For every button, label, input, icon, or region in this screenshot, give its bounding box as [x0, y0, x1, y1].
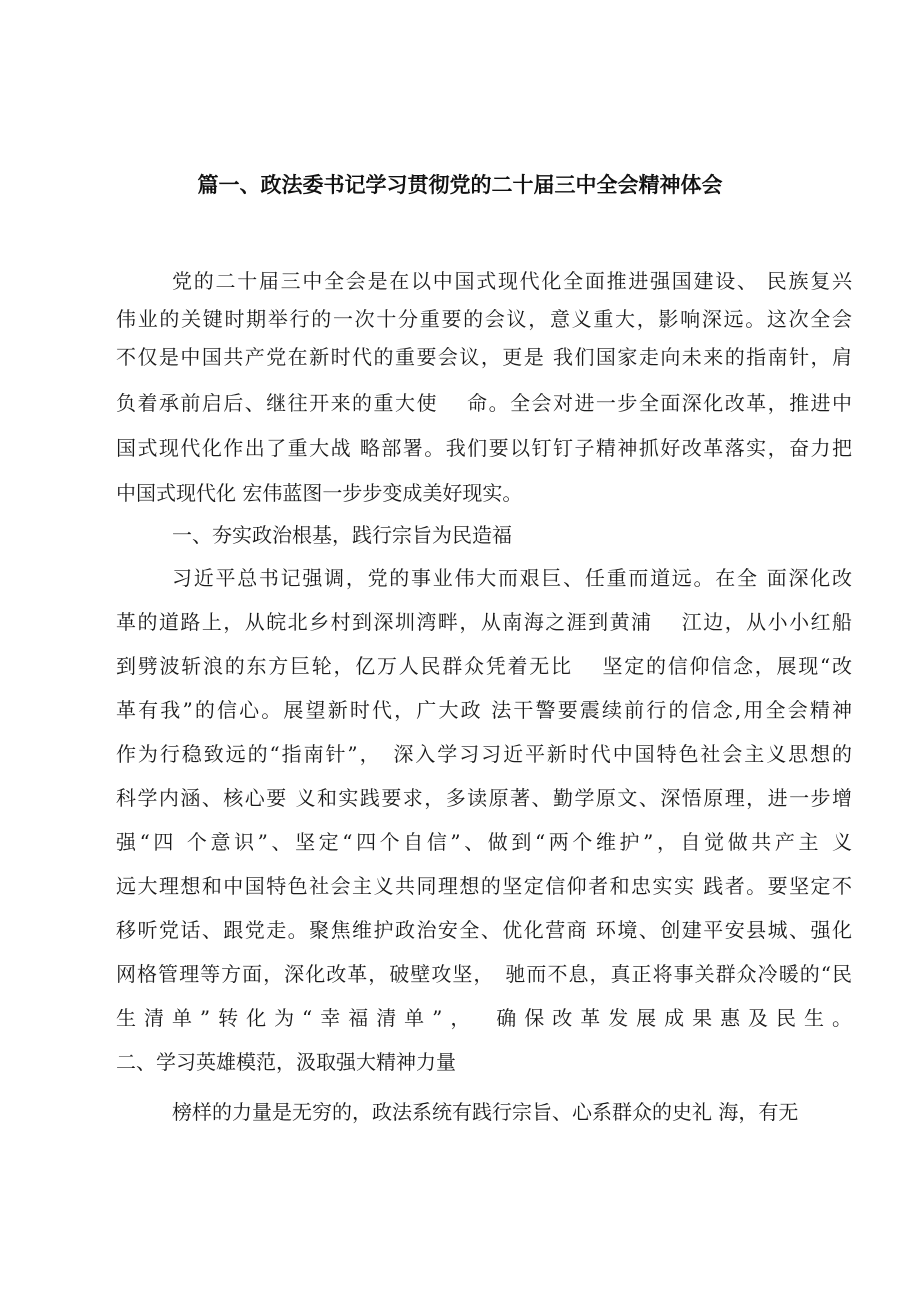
paragraph-line	[172, 1137, 852, 1175]
paragraph-line: 到劈波斩浪的东方巨轮，亿万人民群众凭着无比 坚定的信仰信念，展现“改	[116, 654, 852, 678]
paragraph-line: 习近平总书记强调，党的事业伟大而艰巨、任重而道远。在全 面深化改	[172, 566, 852, 590]
paragraph-line: 负着承前启后、继往开来的重大使 命。全会对进一步全面深化改革，推进中	[116, 391, 852, 415]
paragraph-line: 国式现代化作出了重大战 略部署。我们要以钉钉子精神抓好改革落实，奋力把	[116, 436, 852, 460]
paragraph-line: 二、学习英雄模范，汲取强大精神力量	[116, 1050, 456, 1074]
paragraph-line: 不仅是中国共产党在新时代的重要会议，更是 我们国家走向未来的指南针，肩	[116, 345, 852, 369]
paragraph-line: 移听党话、跟党走。聚焦维护政治安全、优化营商 环境、创建平安县城、强化	[116, 918, 852, 942]
paragraph-line: 党的二十届三中全会是在以中国式现代化全面推进强国建设、 民族复兴	[172, 269, 852, 293]
paragraph-line: 革有我”的信心。展望新时代，广大政 法干警要震续前行的信念,用全会精神	[116, 698, 852, 722]
section-heading: 一、夯实政治根基，践行宗旨为民造福	[172, 523, 512, 547]
paragraph-line: 网格管理等方面，深化改革，破壁攻坚， 驰而不息，真正将事关群众冷暖的“民	[116, 962, 852, 986]
paragraph-line: 伟业的关键时期举行的一次十分重要的会议，意义重大，影响深远。这次全会	[116, 307, 852, 331]
paragraph-line: 生清单”转化为“幸福清单”， 确保改革发展成果惠及民生。	[116, 1006, 852, 1030]
paragraph-line: 强“四 个意识”、坚定“四个自信”、做到“两个维护”，自觉做共产主 义	[116, 830, 852, 854]
paragraph-line: 革的道路上，从皖北乡村到深圳湾畔，从南海之涯到黄浦 江边，从小小红船	[116, 610, 852, 634]
paragraph-line: 作为行稳致远的“指南针”， 深入学习习近平新时代中国特色社会主义思想的	[116, 742, 852, 766]
document-title: 篇一、政法委书记学习贯彻党的二十届三中全会精神体会	[197, 173, 723, 197]
section-heading: 榜样的力量是无穷的，政法系统有践行宗旨、心系群众的史礼 海，有无	[172, 1100, 799, 1124]
paragraph-line: 中国式现代化 宏伟蓝图一步步变成美好现实。	[116, 481, 523, 505]
paragraph-line: 科学内涵、核心要 义和实践要求，多读原著、勤学原文、深悟原理，进一步增	[116, 786, 852, 810]
paragraph-line: 远大理想和中国特色社会主义共同理想的坚定信仰者和忠实实 践者。要坚定不	[116, 874, 852, 898]
